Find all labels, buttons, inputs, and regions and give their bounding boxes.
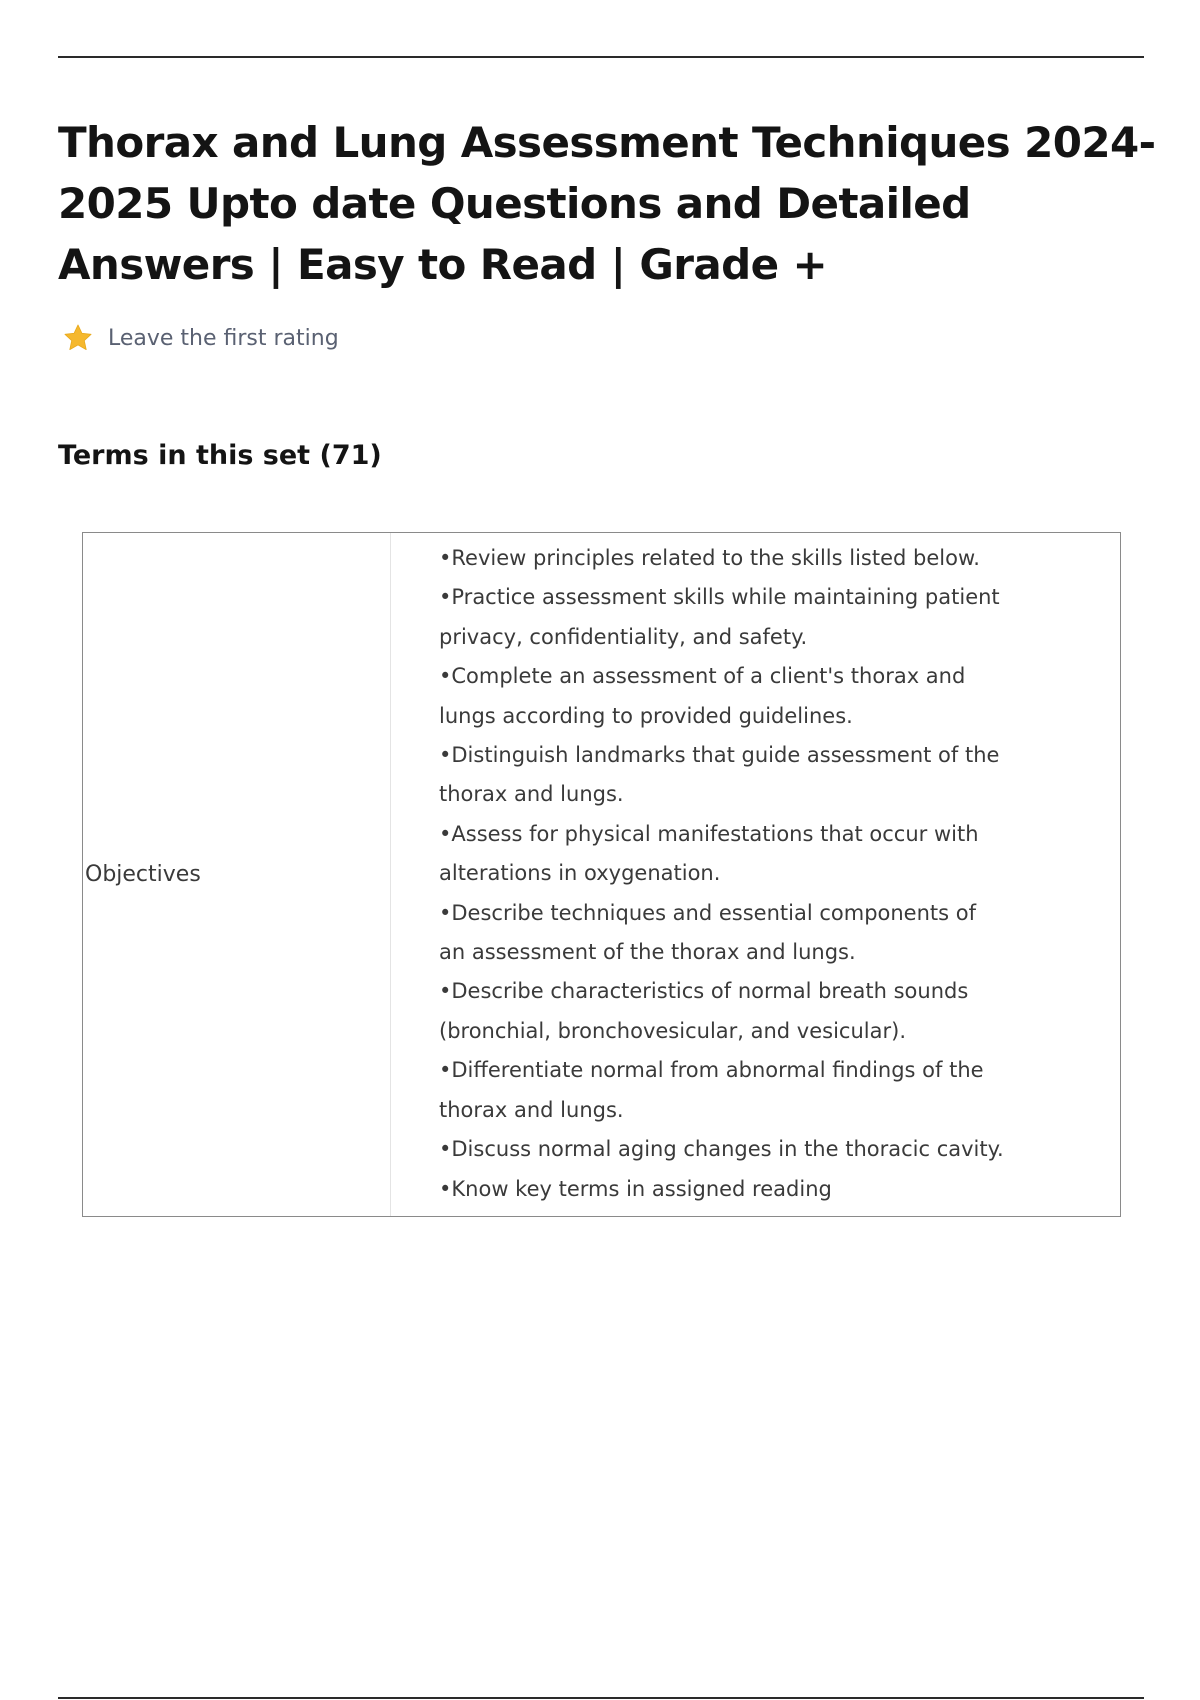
title-line: Thorax and Lung Assessment Techniques 2024-	[58, 118, 1156, 167]
title-line: Answers | Easy to Read | Grade +	[58, 240, 828, 289]
definition-line: •Practice assessment skills while maintaining patient	[439, 585, 1000, 610]
page-title	[58, 112, 1158, 295]
title-line: 2025 Upto date Questions and Detailed	[58, 179, 971, 228]
definition-line: privacy, confidentiality, and safety.	[439, 624, 808, 649]
definition-line: •Distinguish landmarks that guide assessment of the	[439, 743, 1000, 768]
term-text: Objectives	[85, 862, 201, 887]
definition-line: •Describe characteristics of normal breath sounds	[439, 979, 969, 1004]
definition-line: •Review principles related to the skills listed below.	[439, 546, 980, 570]
definition-line: •Discuss normal aging changes in the thoracic cavity.	[439, 1137, 1004, 1162]
terms-heading: Terms in this set (71)	[58, 440, 382, 471]
definition-line: thorax and lungs.	[439, 782, 624, 807]
term-card	[82, 532, 1121, 1217]
definition-line: •Know key terms in assigned reading	[439, 1176, 832, 1201]
definition-line: alterations in oxygenation.	[439, 861, 721, 886]
definition-line: thorax and lungs.	[439, 1097, 624, 1122]
star-icon[interactable]	[62, 322, 94, 354]
definition-line: •Differentiate normal from abnormal findings of the	[439, 1058, 984, 1083]
definition-cell	[391, 533, 1120, 1216]
definition-line: (bronchial, bronchovesicular, and vesicular).	[439, 1018, 906, 1043]
definition-line: •Describe techniques and essential components of	[439, 900, 977, 925]
bottom-divider	[58, 1697, 1144, 1699]
term-cell	[83, 533, 391, 1216]
definition-line: lungs according to provided guidelines.	[439, 703, 853, 728]
leave-rating-link[interactable]: Leave the first rating	[108, 325, 339, 351]
rating-widget[interactable]	[62, 320, 339, 356]
definition-line: •Assess for physical manifestations that occur with	[439, 821, 979, 846]
top-divider	[58, 56, 1144, 58]
definition-line: •Complete an assessment of a client's thorax and	[439, 664, 966, 689]
definition-line: an assessment of the thorax and lungs.	[439, 940, 856, 965]
